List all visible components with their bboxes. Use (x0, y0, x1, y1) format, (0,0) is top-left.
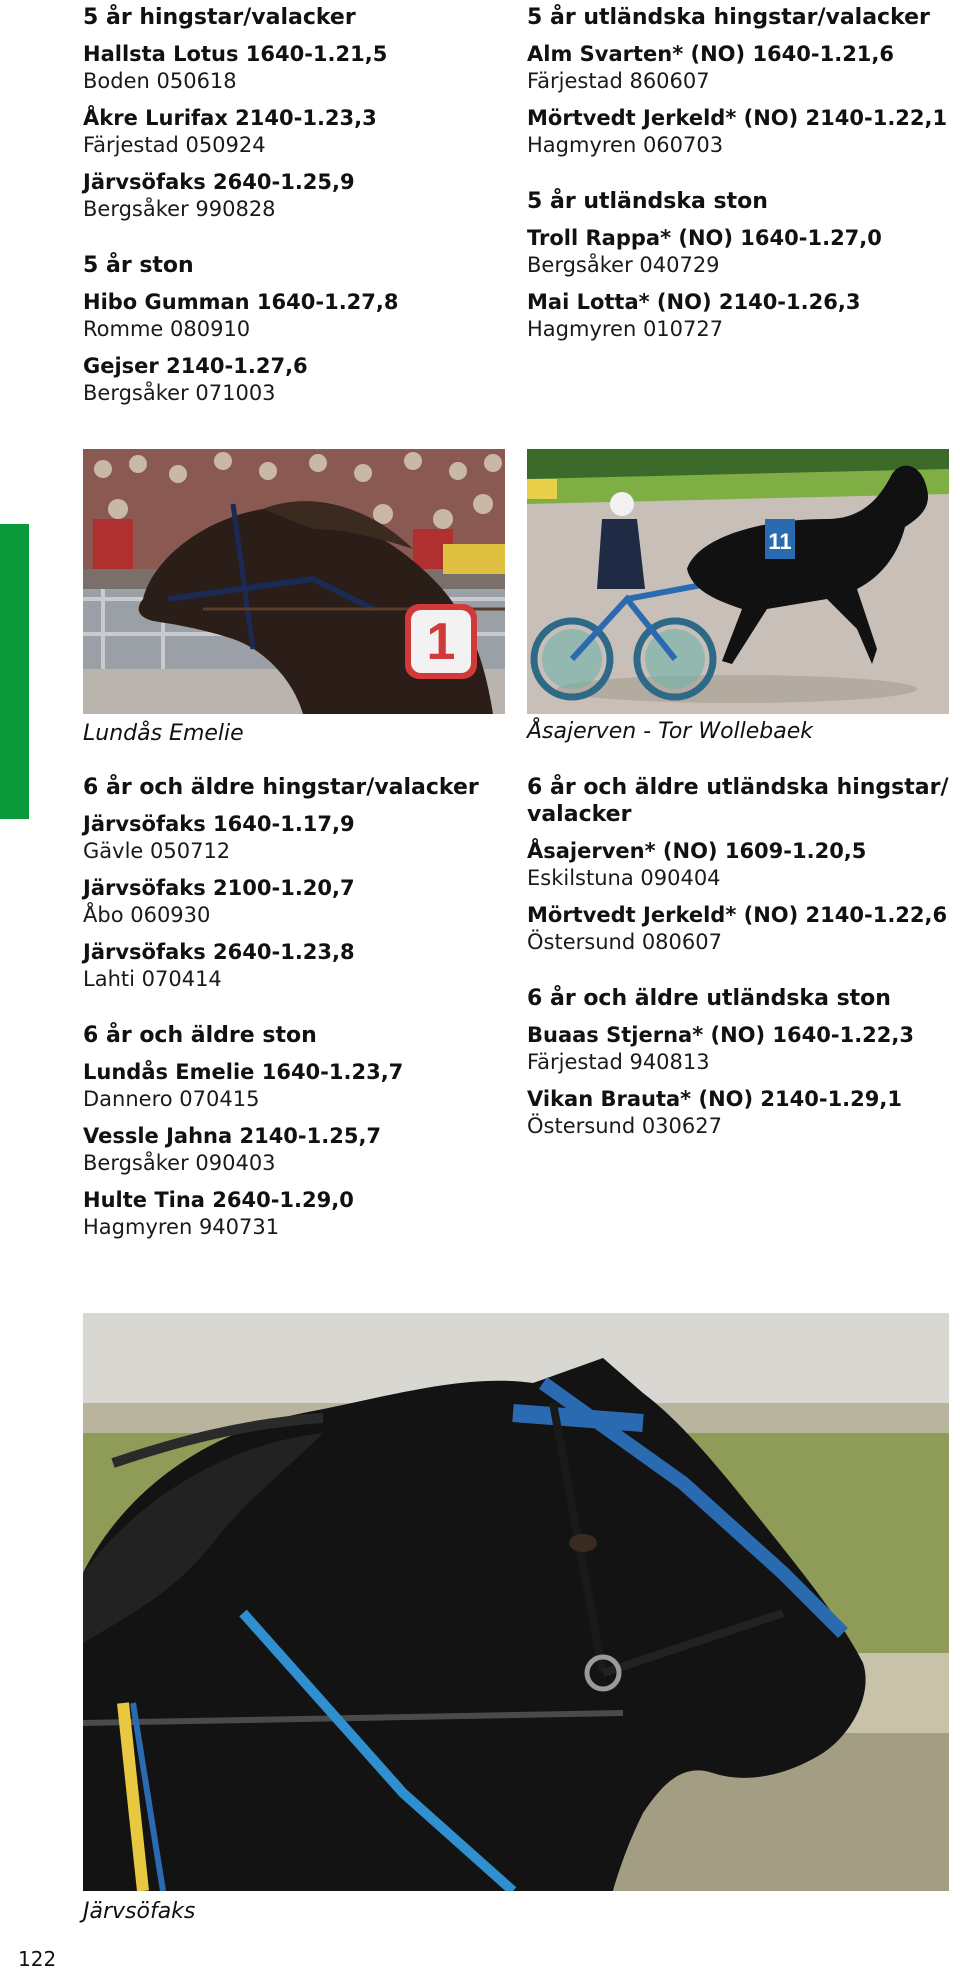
record-entry (83, 875, 508, 929)
record-title: Järvsöfaks 2640-1.23,8 (83, 940, 355, 964)
record-place: Färjestad 940813 (527, 1050, 710, 1074)
record-place: Gävle 050712 (83, 839, 231, 863)
photo-caption: Lundås Emelie (83, 721, 244, 746)
record-place: Hagmyren 940731 (83, 1215, 280, 1239)
horse-photo-illustration (83, 449, 505, 714)
record-title: Åsajerven* (NO) 1609-1.20,5 (527, 839, 867, 863)
horse-head-illustration (83, 1313, 949, 1891)
record-place: Östersund 080607 (527, 930, 722, 954)
section (527, 774, 952, 956)
photo-lundas-emelie (83, 449, 505, 714)
middle-right-column (527, 774, 952, 1150)
record-entry (527, 41, 952, 95)
section-heading: 5 år ston (83, 253, 194, 278)
record-title: Åkre Lurifax 2140-1.23,3 (83, 106, 377, 130)
record-place: Dannero 070415 (83, 1087, 260, 1111)
record-entry (83, 105, 508, 159)
trotting-photo-illustration (527, 449, 949, 714)
record-title: Järvsöfaks 1640-1.17,9 (83, 812, 355, 836)
record-place: Åbo 060930 (83, 903, 211, 927)
section-heading: 5 år utländska ston (527, 189, 768, 214)
record-place: Romme 080910 (83, 317, 251, 341)
photo-caption: Åsajerven - Tor Wollebaek (527, 719, 814, 744)
record-title: Mörtvedt Jerkeld* (NO) 2140-1.22,6 (527, 903, 948, 927)
record-place: Bergsåker 990828 (83, 197, 276, 221)
record-place: Boden 050618 (83, 69, 237, 93)
record-title: Buaas Stjerna* (NO) 1640-1.22,3 (527, 1023, 914, 1047)
record-title: Alm Svarten* (NO) 1640-1.21,6 (527, 42, 895, 66)
record-title: Järvsöfaks 2640-1.25,9 (83, 170, 355, 194)
record-title: Gejser 2140-1.27,6 (83, 354, 308, 378)
race-number: 1 (426, 613, 456, 671)
record-title: Mai Lotta* (NO) 2140-1.26,3 (527, 290, 861, 314)
top-left-column (83, 4, 508, 417)
race-number: 11 (768, 529, 792, 554)
record-title: Järvsöfaks 2100-1.20,7 (83, 876, 355, 900)
section-heading: 5 år utländska hingstar/valacker (527, 5, 930, 30)
section-heading: 6 år och äldre utländska hingstar/ valacker (527, 775, 949, 827)
section-heading: 6 år och äldre hingstar/valacker (83, 775, 479, 800)
record-entry (83, 169, 508, 223)
photo-jarvsofaks (83, 1313, 949, 1891)
record-entry (527, 1022, 952, 1076)
section-heading: 6 år och äldre utländska ston (527, 986, 891, 1011)
record-entry (527, 1086, 952, 1140)
photo-asajerven (527, 449, 949, 714)
section (83, 4, 508, 223)
section-tab-marker (0, 524, 29, 819)
record-title: Vikan Brauta* (NO) 2140-1.29,1 (527, 1087, 902, 1111)
section-heading: 6 år och äldre ston (83, 1023, 317, 1048)
section (527, 4, 952, 159)
section-heading: 5 år hingstar/valacker (83, 5, 356, 30)
record-place: Bergsåker 071003 (83, 381, 276, 405)
record-entry (527, 289, 952, 343)
record-place: Lahti 070414 (83, 967, 222, 991)
section (527, 188, 952, 343)
page-number: 122 (18, 1947, 57, 1971)
record-entry (83, 41, 508, 95)
record-place: Eskilstuna 090404 (527, 866, 721, 890)
top-right-column (527, 4, 952, 353)
record-title: Hulte Tina 2640-1.29,0 (83, 1188, 354, 1212)
section (527, 985, 952, 1140)
section (83, 1022, 508, 1241)
record-place: Bergsåker 090403 (83, 1151, 276, 1175)
record-title: Mörtvedt Jerkeld* (NO) 2140-1.22,1 (527, 106, 948, 130)
record-entry (527, 902, 952, 956)
record-entry (83, 289, 508, 343)
record-entry (83, 811, 508, 865)
record-entry (527, 225, 952, 279)
record-title: Lundås Emelie 1640-1.23,7 (83, 1060, 404, 1084)
photo-caption: Järvsöfaks (83, 1899, 196, 1924)
record-entry (83, 939, 508, 993)
section (83, 774, 508, 993)
record-entry (527, 105, 952, 159)
record-title: Vessle Jahna 2140-1.25,7 (83, 1124, 382, 1148)
record-title: Hibo Gumman 1640-1.27,8 (83, 290, 399, 314)
record-entry (83, 1123, 508, 1177)
record-place: Färjestad 860607 (527, 69, 710, 93)
record-place: Färjestad 050924 (83, 133, 266, 157)
record-title: Troll Rappa* (NO) 1640-1.27,0 (527, 226, 882, 250)
record-entry (527, 838, 952, 892)
record-place: Hagmyren 010727 (527, 317, 724, 341)
record-entry (83, 353, 508, 407)
record-place: Östersund 030627 (527, 1114, 722, 1138)
record-entry (83, 1187, 508, 1241)
record-place: Hagmyren 060703 (527, 133, 724, 157)
record-entry (83, 1059, 508, 1113)
middle-left-column (83, 774, 508, 1251)
record-title: Hallsta Lotus 1640-1.21,5 (83, 42, 388, 66)
record-place: Bergsåker 040729 (527, 253, 720, 277)
section (83, 252, 508, 407)
